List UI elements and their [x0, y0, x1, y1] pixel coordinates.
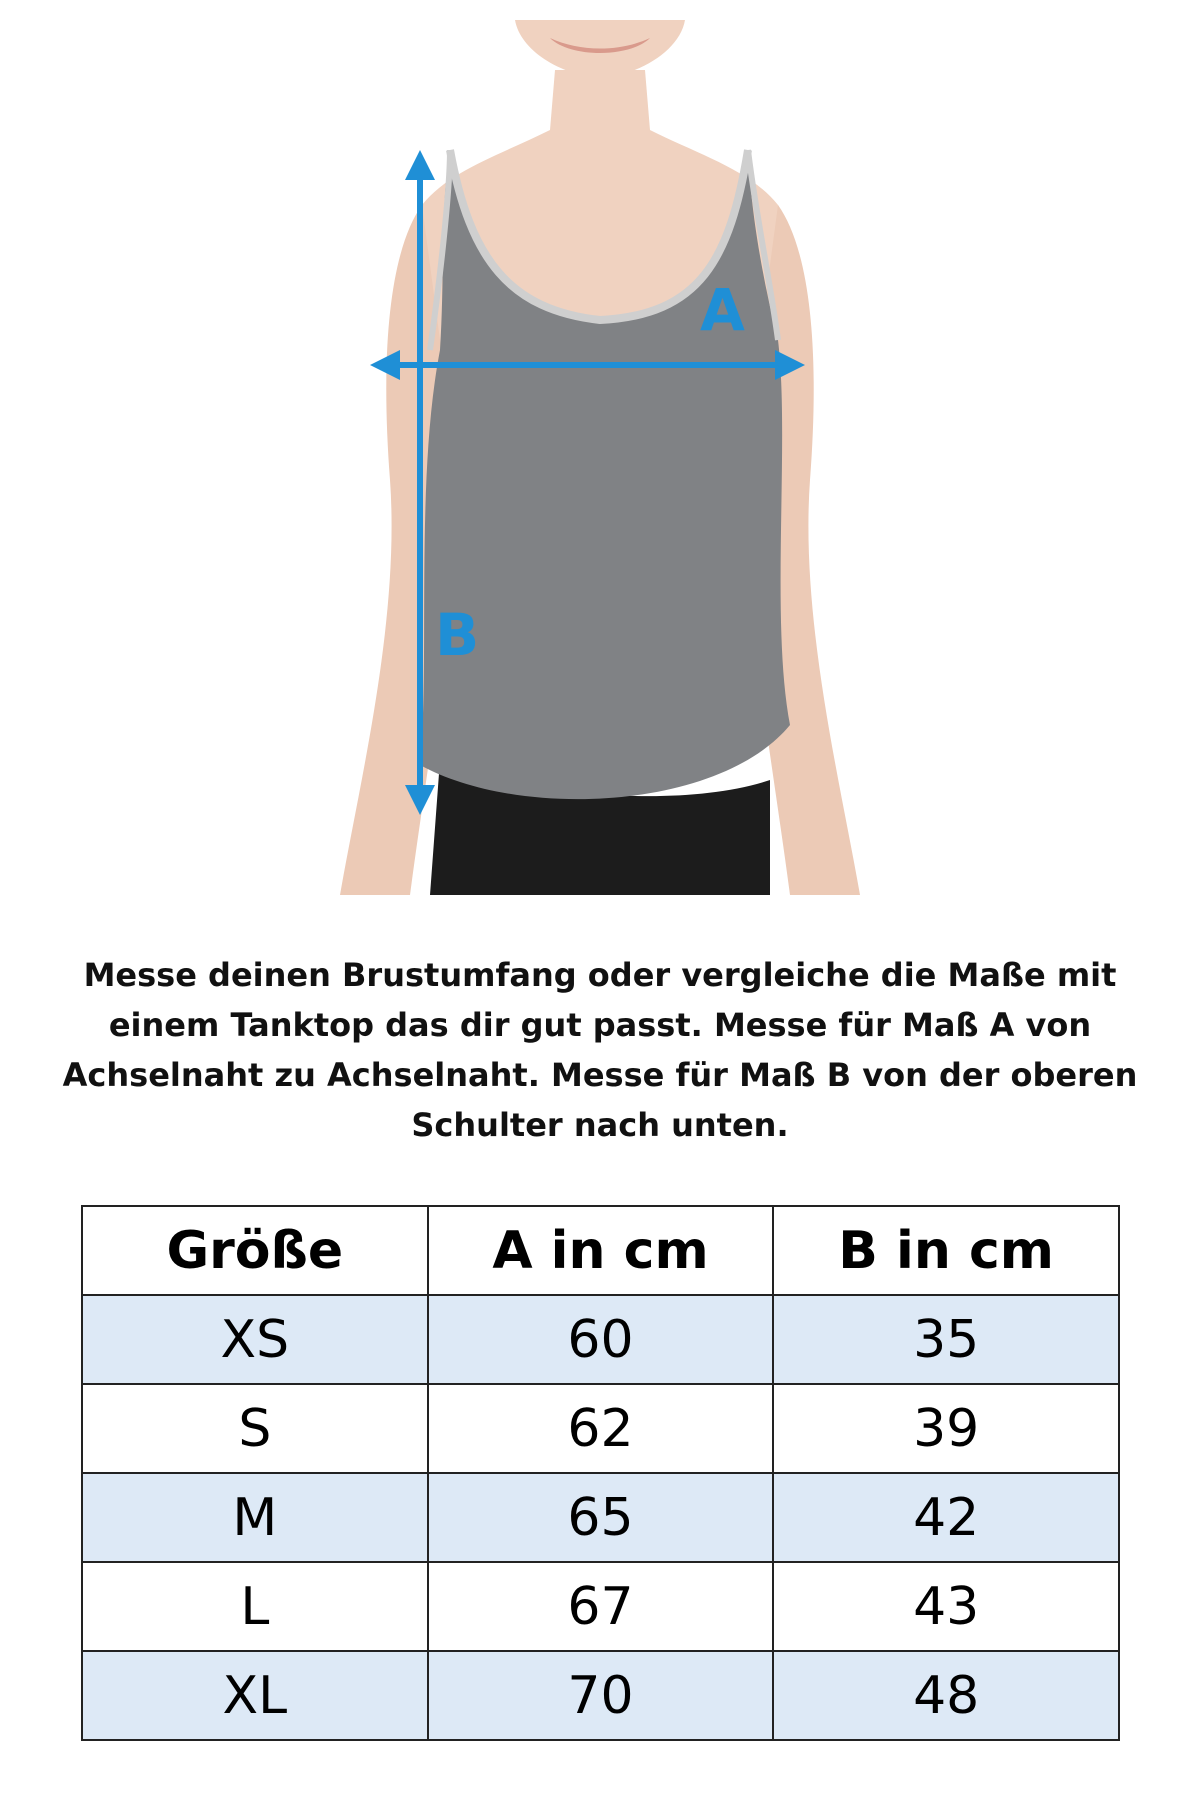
cell-size: XS [82, 1295, 428, 1384]
cell-size: M [82, 1473, 428, 1562]
table-row [82, 1562, 1119, 1651]
cell-size: XL [82, 1651, 428, 1740]
cell-b: 39 [773, 1384, 1119, 1473]
tank-top-illustration [300, 20, 900, 895]
cell-a: 70 [428, 1651, 774, 1740]
cell-b: 43 [773, 1562, 1119, 1651]
cell-a: 62 [428, 1384, 774, 1473]
cell-size: S [82, 1384, 428, 1473]
measure-a-label: A [700, 276, 745, 344]
size-chart-table [81, 1205, 1120, 1741]
header-size: Größe [82, 1206, 428, 1295]
table-header-row [82, 1206, 1119, 1295]
header-b-cm: B in cm [773, 1206, 1119, 1295]
cell-b: 35 [773, 1295, 1119, 1384]
cell-b: 48 [773, 1651, 1119, 1740]
cell-a: 65 [428, 1473, 774, 1562]
measurement-instructions: Messe deinen Brustumfang oder vergleiche die Maße mit einem Tanktop das dir gut passt. Messe für Maß A von Achselnaht zu Achselnaht. Messe für Maß B von der oberen Schulter nach unten. [62, 956, 1138, 1144]
cell-a: 60 [428, 1295, 774, 1384]
header-a-cm: A in cm [428, 1206, 774, 1295]
measure-b-label: B [435, 601, 480, 669]
tank-top-measurement-figure [300, 20, 900, 895]
table-row [82, 1295, 1119, 1384]
table-row [82, 1384, 1119, 1473]
cell-a: 67 [428, 1562, 774, 1651]
cell-size: L [82, 1562, 428, 1651]
table-row [82, 1651, 1119, 1740]
table-row [82, 1473, 1119, 1562]
cell-b: 42 [773, 1473, 1119, 1562]
